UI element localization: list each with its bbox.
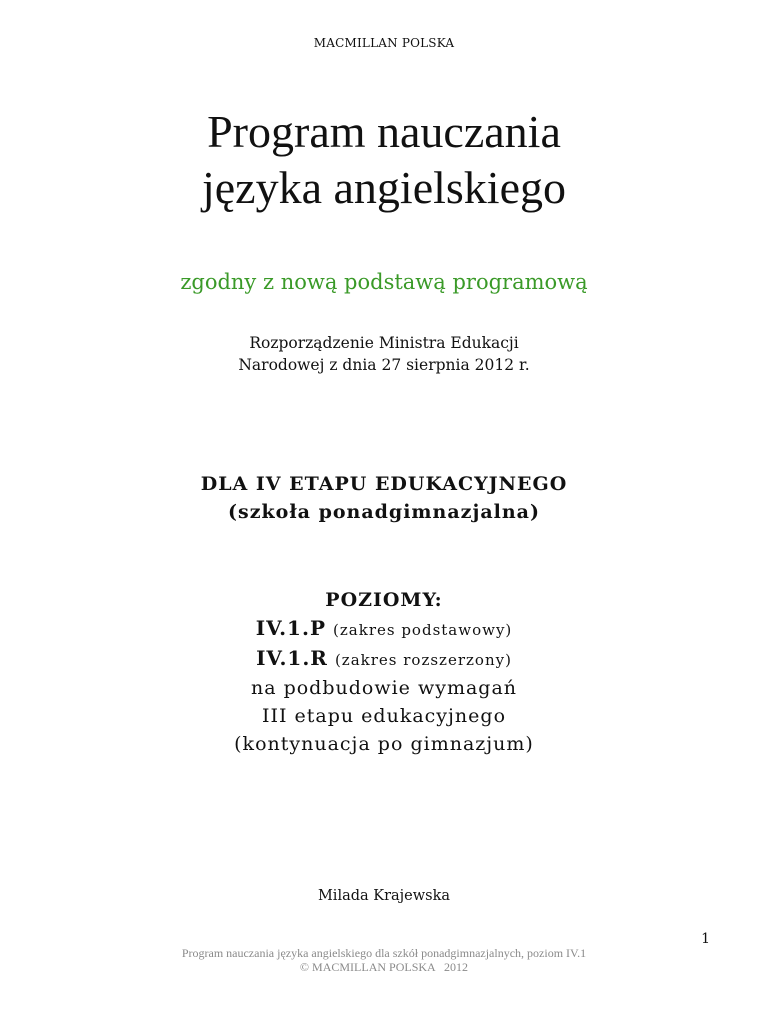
level-description: (zakres rozszerzony) [334, 651, 512, 669]
document-subtitle: zgodny z nową podstawą programową [180, 270, 588, 294]
document-title-line-1: Program nauczania [207, 106, 561, 157]
level-item [0, 644, 768, 674]
document-title-line-2: języka angielskiego [201, 162, 567, 213]
regulation-line-1: Rozporządzenie Ministra Edukacji [249, 334, 519, 352]
education-stage [0, 470, 768, 526]
document-title [0, 104, 768, 216]
author-name: Milada Krajewska [317, 888, 451, 904]
regulation-line-2: Narodowej z dnia 27 sierpnia 2012 r. [238, 356, 530, 374]
levels-heading: POZIOMY: [325, 589, 443, 611]
education-stage-line-1: DLA IV ETAPU EDUKACYJNEGO [200, 473, 568, 495]
level-code: IV.1.P [255, 616, 326, 640]
education-stage-line-2: (szkoła ponadgimnazjalna) [228, 501, 540, 523]
page-footer [0, 946, 768, 974]
levels-section [0, 586, 768, 758]
footer-line-2: © MACMILLAN POLSKA 2012 [299, 960, 469, 974]
page-number: 1 [701, 931, 710, 947]
levels-note: (kontynuacja po gimnazjum) [234, 733, 534, 755]
publisher-header: MACMILLAN POLSKA [313, 36, 455, 50]
level-item [0, 614, 768, 644]
regulation-reference [0, 332, 768, 376]
level-description: (zakres podstawowy) [333, 621, 513, 639]
levels-note: III etapu edukacyjnego [261, 705, 507, 727]
footer-line-1: Program nauczania języka angielskiego dla szkół ponadgimnazjalnych, poziom IV.1 [181, 946, 587, 960]
levels-note: na podbudowie wymagań [250, 677, 518, 699]
level-code: IV.1.R [256, 646, 328, 670]
